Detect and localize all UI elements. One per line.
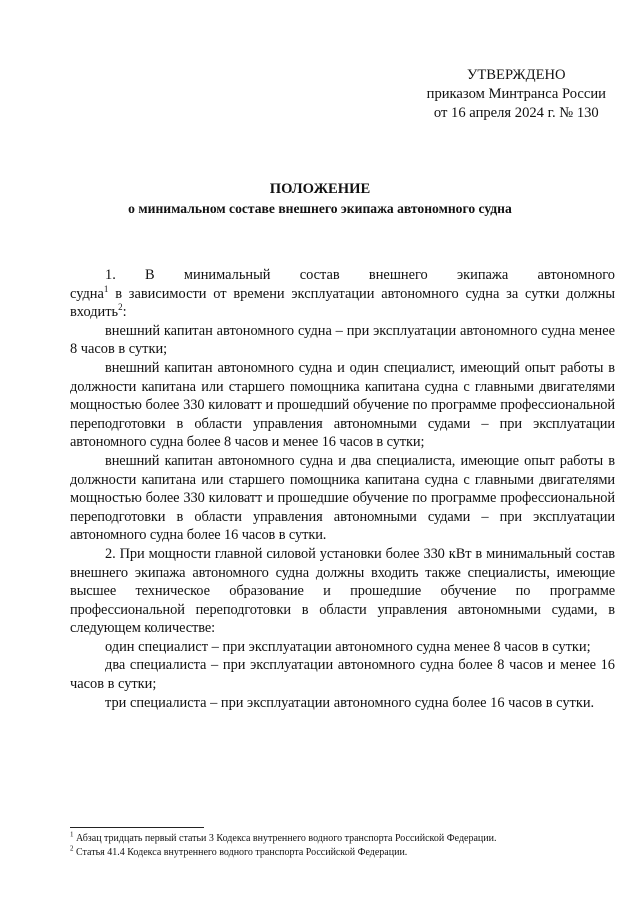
footnote-2 — [70, 846, 615, 860]
footnote-1 — [70, 832, 615, 846]
footnote-ref-1[interactable]: 1 — [103, 283, 109, 294]
title-main: ПОЛОЖЕНИЕ — [269, 181, 371, 197]
approval-order: приказом Минтранса России — [426, 86, 606, 102]
paragraph-1-colon: : — [122, 304, 127, 321]
paragraph-5: 2. При мощности главной силовой установки более 330 кВт в минимальный состав внешнего экипажа автономного судна должны входить также специалисты, имеющие высшее техническое образование и прошедшие обучение по программе профессиональной переподготовки в области управления автономными судами, в следующем количестве: — [70, 545, 615, 637]
document-title — [0, 180, 640, 218]
footnote-2-text: Статья 41.4 Кодекса внутреннего водного транспорта Российской Федерации. — [73, 846, 408, 858]
approval-block — [427, 66, 606, 123]
paragraph-1-end: в зависимости от времени эксплуатации автономного судна за сутки должны входить — [70, 285, 615, 321]
paragraph-6: один специалист – при эксплуатации автономного судна менее 8 часов в сутки; — [105, 638, 591, 655]
document-body — [70, 266, 615, 712]
approval-date: от 16 апреля 2024 г. № 130 — [433, 105, 599, 121]
footnote-1-number: 1 — [70, 830, 74, 839]
footnote-divider — [70, 827, 204, 828]
paragraph-2: внешний капитан автономного судна – при эксплуатации автономного судна менее 8 часов в сутки; — [70, 322, 615, 358]
paragraph-1 — [70, 266, 615, 322]
paragraph-1-start: 1. В минимальный состав внешнего экипажа автономного судна — [70, 267, 615, 302]
footnote-2-number: 2 — [70, 844, 74, 853]
paragraph-7: два специалиста – при эксплуатации автономного судна более 8 часов и менее 16 часов в сутки; — [70, 657, 615, 693]
paragraph-8: три специалиста – при эксплуатации автономного судна более 16 часов в сутки. — [105, 694, 595, 711]
footnotes — [70, 832, 615, 859]
approval-heading: УТВЕРЖДЕНО — [467, 67, 566, 83]
footnote-ref-2[interactable]: 2 — [118, 302, 123, 313]
footnote-1-text: Абзац тридцать первый статьи 3 Кодекса внутреннего водного транспорта Российской Федерации. — [73, 833, 497, 844]
title-subtitle: о минимальном составе внешнего экипажа автономного судна — [128, 201, 512, 216]
paragraph-4: внешний капитан автономного судна и два специалиста, имеющие опыт работы в должности капитана или старшего помощника капитана судна с главными двигателями мощностью более 330 киловатт и прошедшие обучение по программе профессиональной переподготовки в области управления автономными судами – при эксплуатации автономного судна более 16 часов в сутки. — [70, 452, 615, 544]
paragraph-3: внешний капитан автономного судна и один специалист, имеющий опыт работы в должности капитана или старшего помощника капитана судна с главными двигателями мощностью более 330 киловатт и прошедший обучение по программе профессиональной переподготовки в области управления автономными судами – при эксплуатации автономного судна более 8 часов и менее 16 часов в сутки; — [70, 359, 615, 451]
